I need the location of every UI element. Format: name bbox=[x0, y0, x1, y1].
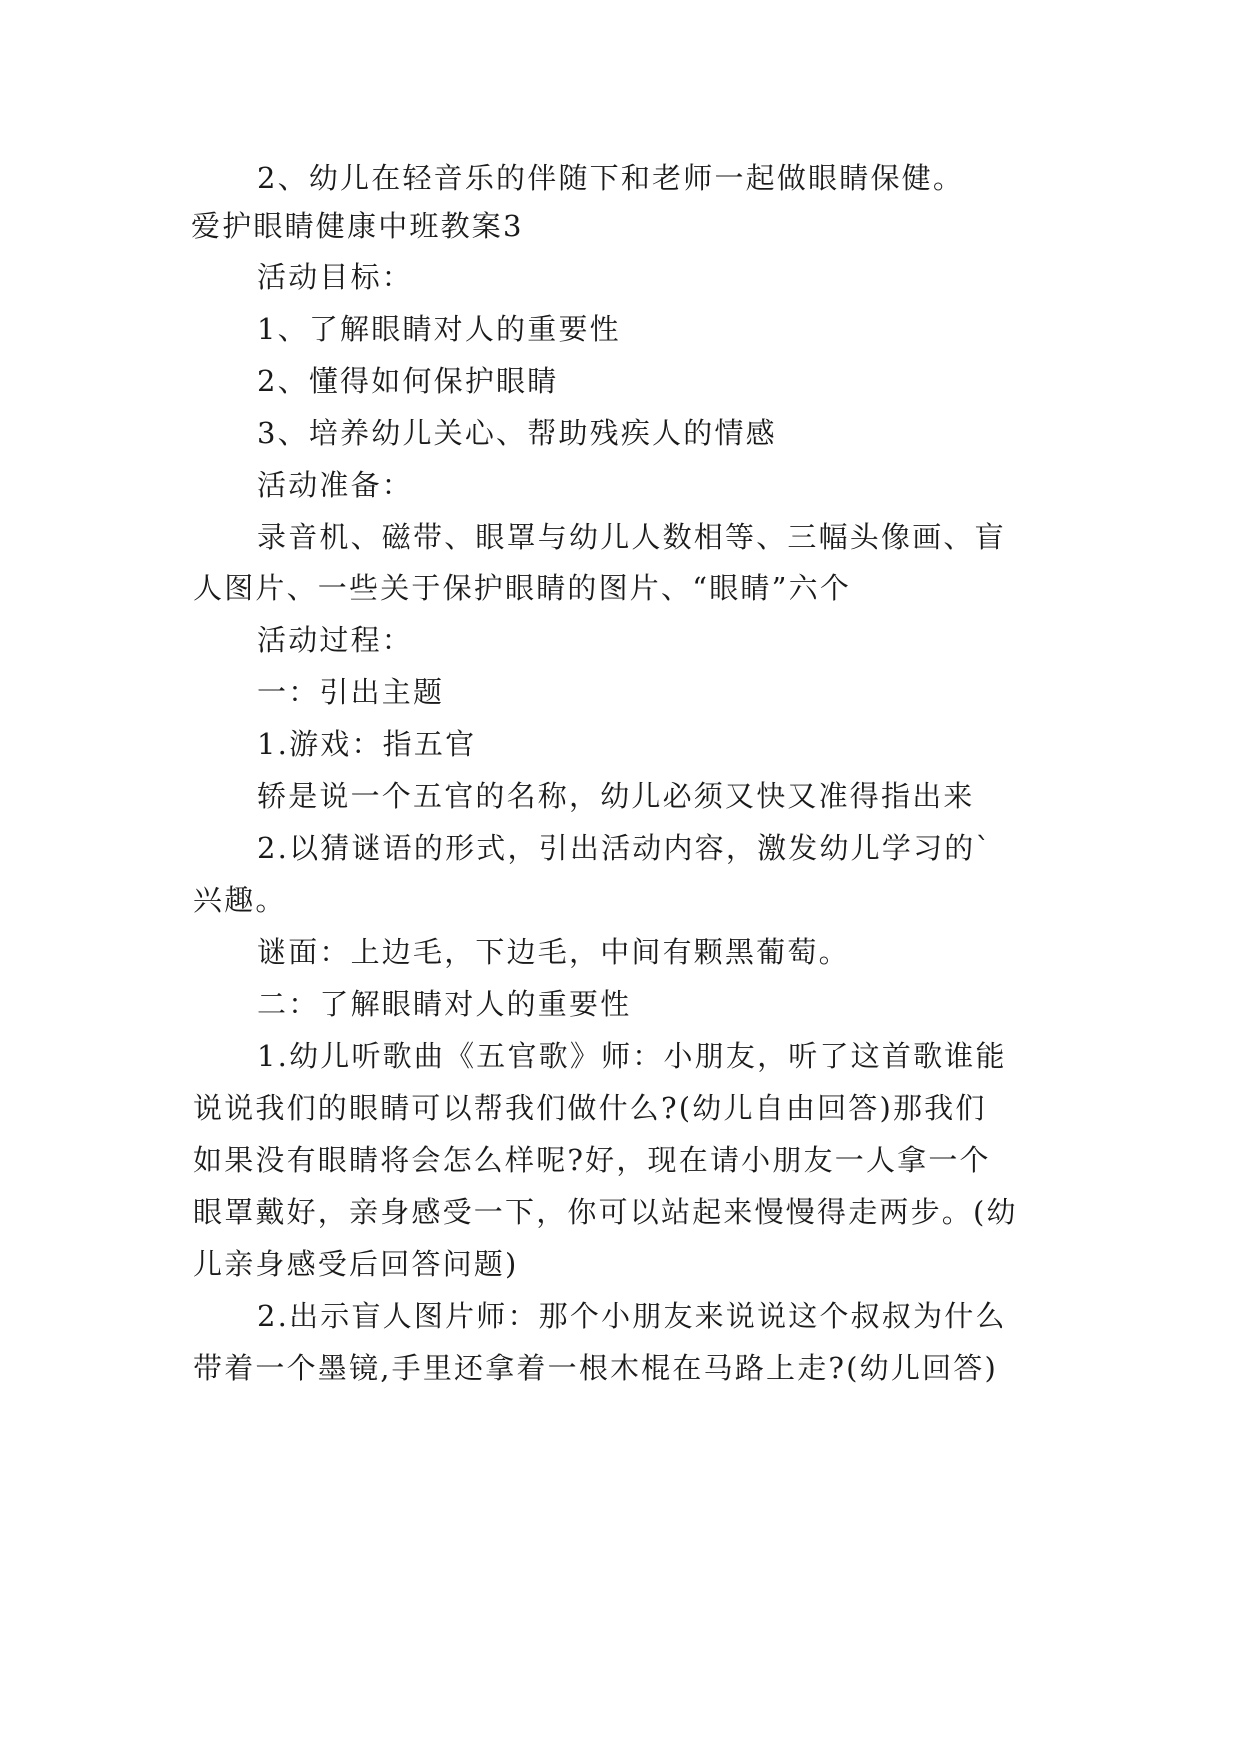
list-item: 3、培养幼儿关心、帮助残疾人的情感 bbox=[257, 416, 777, 450]
paragraph-line: 1.幼儿听歌曲《五官歌》师：小朋友，听了这首歌谁能 bbox=[257, 1039, 1007, 1073]
list-item: 1.游戏：指五官 bbox=[257, 727, 477, 761]
paragraph-line: 轿是说一个五官的名称，幼儿必须又快又准得指出来 bbox=[257, 779, 975, 813]
heading-process: 活动过程： bbox=[257, 623, 414, 657]
section-title: 爱护眼睛健康中班教案3 bbox=[191, 209, 524, 243]
paragraph-line: 2.以猜谜语的形式，引出活动内容，激发幼儿学习的` bbox=[257, 831, 993, 865]
paragraph-line: 录音机、磁带、眼罩与幼儿人数相等、三幅头像画、盲 bbox=[257, 520, 1006, 554]
list-item: 2、懂得如何保护眼睛 bbox=[257, 364, 559, 398]
paragraph-line: 说说我们的眼睛可以帮我们做什么?(幼儿自由回答)那我们 bbox=[193, 1091, 987, 1125]
paragraph-line: 如果没有眼睛将会怎么样呢?好，现在请小朋友一人拿一个 bbox=[193, 1143, 991, 1177]
paragraph-line: 谜面：上边毛，下边毛，中间有颗黑葡萄。 bbox=[257, 935, 850, 969]
paragraph-line: 眼罩戴好，亲身感受一下，你可以站起来慢慢得走两步。(幼 bbox=[193, 1195, 1018, 1229]
subheading: 二：了解眼睛对人的重要性 bbox=[257, 987, 632, 1021]
paragraph-line: 带着一个墨镜,手里还拿着一根木棍在马路上走?(幼儿回答) bbox=[193, 1351, 998, 1385]
subheading: 一：引出主题 bbox=[257, 675, 445, 709]
paragraph-line: 兴趣。 bbox=[193, 883, 287, 917]
heading-preparation: 活动准备： bbox=[257, 468, 414, 502]
heading-goals: 活动目标： bbox=[257, 260, 414, 294]
paragraph-line: 人图片、一些关于保护眼睛的图片、“眼睛”六个 bbox=[193, 571, 852, 605]
paragraph-line: 儿亲身感受后回答问题) bbox=[193, 1247, 519, 1281]
paragraph-line: 2、幼儿在轻音乐的伴随下和老师一起做眼睛保健。 bbox=[257, 161, 965, 195]
paragraph-line: 2.出示盲人图片师：那个小朋友来说说这个叔叔为什么 bbox=[257, 1299, 1007, 1333]
list-item: 1、了解眼睛对人的重要性 bbox=[257, 312, 621, 346]
